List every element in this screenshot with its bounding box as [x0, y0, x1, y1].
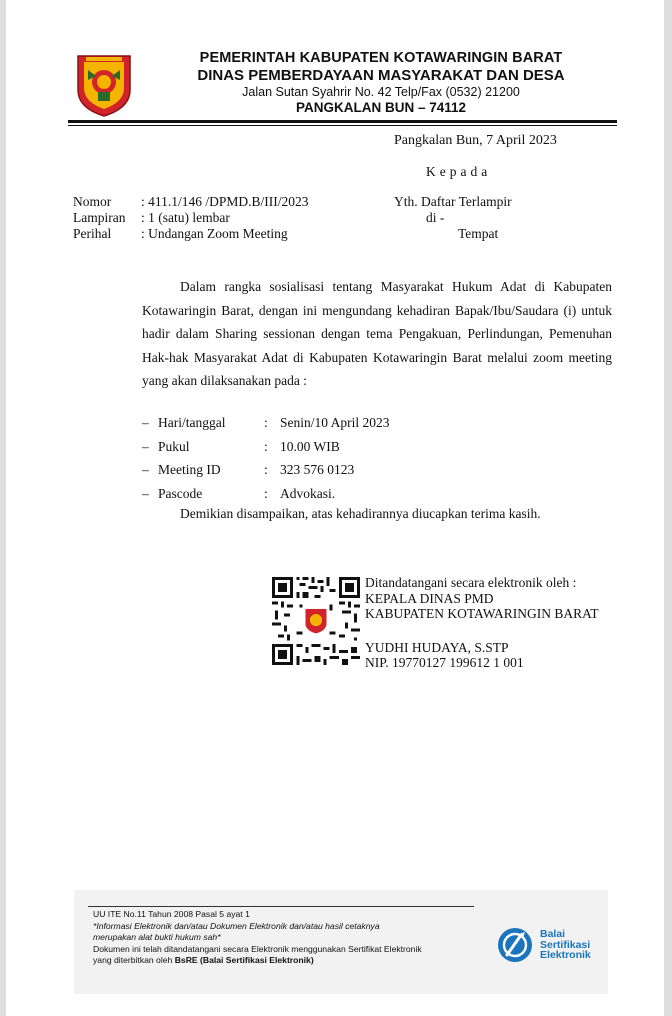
detail-value: Senin/10 April 2023 [280, 415, 390, 430]
meta-value: : 1 (satu) lembar [141, 210, 230, 225]
list-dash: – [142, 438, 149, 454]
meta-row-lampiran [73, 210, 391, 226]
letterhead-government: PEMERINTAH KABUPATEN KOTAWARINGIN BARAT [199, 50, 563, 66]
footer-info: *Informasi Elektronik dan/atau Dokumen Elektronik dan/atau hasil cetaknya [93, 920, 380, 931]
list-item [142, 435, 390, 459]
detail-colon: : [264, 485, 268, 501]
detail-key: Hari/tanggal [158, 415, 226, 430]
bsre-wordmark [540, 929, 591, 961]
signature-statement: Ditandatangani secara elektronik oleh : [365, 575, 577, 590]
letterhead-city: PANGKALAN BUN – 74112 [295, 100, 467, 115]
letter-meta [73, 194, 391, 242]
signatory-name: YUDHI HUDAYA, S.STP [365, 639, 509, 655]
recipient-block [394, 194, 512, 242]
event-details [142, 411, 390, 505]
detail-key: Pascode [158, 485, 203, 501]
bsre-line: Sertifikasi [540, 938, 591, 951]
footer-doc-issuer [93, 955, 483, 967]
list-dash: – [142, 415, 149, 430]
letterhead-divider-thin [68, 125, 617, 126]
closing-sentence: Demikian disampaikan, atas kehadirannya diucapkan terima kasih. [180, 506, 541, 521]
detail-value: Advokasi. [280, 485, 336, 501]
letterhead-divider [68, 120, 617, 123]
meta-value: : Undangan Zoom Meeting [141, 226, 288, 241]
detail-value: 323 576 0123 [280, 462, 355, 477]
footer-divider [88, 906, 474, 907]
letterhead [166, 50, 596, 116]
footer-law: UU ITE No.11 Tahun 2008 Pasal 5 ayat 1 [93, 909, 250, 919]
meta-value: : 411.1/146 /DPMD.B/III/2023 [141, 194, 309, 209]
place-date: Pangkalan Bun, 7 April 2023 [394, 133, 557, 148]
bsre-logo-icon [493, 926, 537, 964]
footer-bsre-name: BsRE (Balai Sertifikasi Elektronik) [174, 955, 314, 966]
bsre-line: Elektronik [540, 949, 591, 961]
list-dash: – [142, 462, 149, 477]
regency-crest-icon [74, 50, 134, 118]
letterhead-agency: DINAS PEMBERDAYAAN MASYARAKAT DAN DESA [197, 67, 565, 84]
recipient-tempat: Tempat [458, 226, 499, 241]
footer-info: merupakan alat bukti hukum sah* [93, 932, 221, 943]
meta-row-nomor [73, 194, 391, 210]
signatory-nip: NIP. 19770127 199612 1 001 [365, 655, 524, 670]
recipient-di: di - [426, 210, 445, 225]
signature-gap [365, 622, 599, 640]
detail-key: Pukul [158, 438, 190, 454]
detail-colon: : [264, 415, 268, 430]
meta-label: Lampiran [73, 210, 126, 225]
signatory-region: KABUPATEN KOTAWARINGIN BARAT [365, 606, 599, 621]
recipient-line: Yth. Daftar Terlampir [394, 194, 512, 209]
detail-value: 10.00 WIB [280, 438, 340, 454]
list-item [142, 482, 390, 506]
detail-colon: : [264, 438, 268, 454]
list-item [142, 458, 390, 482]
footer-text [93, 909, 483, 967]
signatory-position: KEPALA DINAS PMD [365, 590, 494, 606]
signature-block [365, 575, 599, 671]
detail-colon: : [264, 462, 268, 477]
qr-code-icon [272, 577, 360, 665]
kepada-label: Kepada [426, 164, 492, 179]
body-paragraph [142, 275, 612, 393]
meta-label: Perihal [73, 226, 112, 241]
letter-page [6, 0, 664, 1016]
footer-doc: Dokumen ini telah ditandatangani secara Elektronik menggunakan Sertifikat Elektronik [93, 943, 422, 954]
meta-row-perihal [73, 226, 391, 242]
list-item [142, 411, 390, 435]
bsre-line: Balai [540, 928, 566, 940]
meta-label: Nomor [73, 194, 112, 209]
invitation-paragraph: Dalam rangka sosialisasi tentang Masyarakat Hukum Adat di Kabupaten Kotawaringin Barat, dengan ini mengundang kehadiran Bapak/Ibu/Saudara (i) untuk hadir dalam Sharing sessionan dengan tema Pengakuan, Perlindungan, Pemenuhan Hak-hak Masyarakat Adat di Kabupaten Kotawaringin Barat melalui zoom meeting yang akan dilaksanakan pada : [142, 279, 612, 388]
detail-key: Meeting ID [158, 462, 221, 477]
letterhead-address: Jalan Sutan Syahrir No. 42 Telp/Fax (0532) 21200 [242, 85, 520, 99]
list-dash: – [142, 485, 149, 501]
footer-doc-prefix: yang diterbitkan oleh [93, 955, 175, 966]
